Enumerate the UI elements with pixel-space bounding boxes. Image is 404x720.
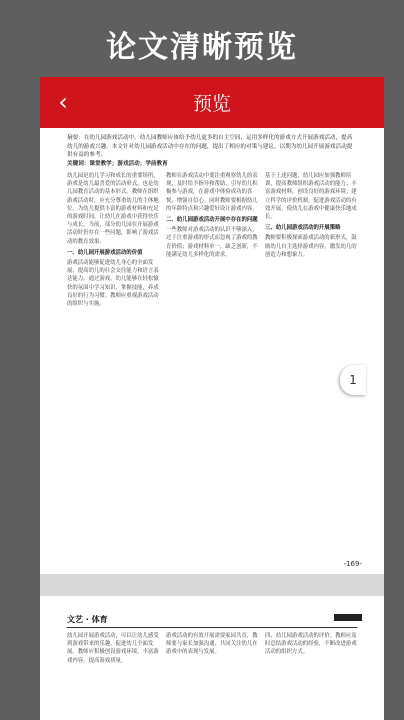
promo-title: 论文清晰预览 — [106, 30, 298, 65]
page-separator — [40, 574, 384, 596]
column-1: 幼儿园开展游戏活动，可以让幼儿感受到游戏带来的乐趣，促进幼儿全面发展。教师应积极创设游戏环境，丰富游戏内容，提高游戏质量。 — [67, 633, 159, 664]
document-page-2 — [40, 596, 384, 720]
section-heading: 二、幼儿园游戏活动开展中存在的问题 — [166, 217, 258, 224]
paragraph: 一些教师对游戏活动的认识不够深入，过于注重游戏的形式而忽视了游戏的教育价值；游戏材料单一，缺乏创新，不能满足幼儿多样化的需求。 — [166, 227, 258, 258]
abstract-text: 摘要：在幼儿园游戏活动中，幼儿园教师应该给予幼儿更多的自主空间，运用多样化的游戏方式开展游戏活动，提高幼儿的游戏兴趣。本文针对幼儿园游戏活动中存在的问题，提出了相应的对策与建议，以期为幼儿园开展游戏活动提供有益的参考。 — [67, 135, 353, 159]
page-title: 预览 — [192, 93, 231, 115]
keywords: 关键词：课堂教学；游戏活动；学前教育 — [67, 160, 168, 167]
paragraph: 基于上述问题，幼儿园应加强教师培训，提高教师组织游戏活动的能力；丰富游戏材料，创设良好的游戏环境；建立科学的评价机制，促进游戏活动的有效开展，使幼儿在游戏中健康快乐地成长。 — [265, 173, 357, 221]
app-bar — [40, 77, 384, 128]
column-3: 四、幼儿园游戏活动的评价。教师应及时总结游戏活动的经验，不断改进游戏活动的组织方式。 — [265, 633, 357, 656]
document-columns — [67, 172, 357, 552]
section-heading: 三、幼儿园游戏活动的开展策略 — [265, 225, 341, 232]
column-3 — [265, 172, 357, 259]
page-indicator-tab[interactable]: 1 — [340, 365, 366, 395]
column-2: 游戏活动的有效开展需要家园共育，教师要与家长加强沟通，共同关注幼儿在游戏中的表现与发展。 — [166, 633, 258, 656]
back-arrow-icon[interactable]: ‹ — [58, 88, 68, 116]
header-rule — [67, 627, 357, 628]
document-page-1 — [40, 128, 384, 574]
paragraph: 教师要积极探索游戏活动的新形式，鼓励幼儿自主选择游戏内容，激发幼儿的创造力和想象力。 — [265, 235, 357, 258]
column-2 — [166, 172, 258, 259]
abstract — [67, 134, 357, 168]
column-1 — [67, 172, 159, 308]
paragraph: 幼儿园是幼儿学习和成长的重要场所，游戏是幼儿最喜爱的活动形式，也是幼儿园教育活动的基本形式。教师在组织游戏活动时，应充分尊重幼儿的主体地位，为幼儿提供丰富的游戏材料和充足的游戏时间，让幼儿在游戏中获得快乐与成长。当前，部分幼儿园在开展游戏活动时仍存在一些问题，影响了游戏活动的教育效果。 — [67, 173, 159, 245]
paragraph: 游戏活动能够促进幼儿身心的全面发展，提高幼儿的社会交往能力和语言表达能力。通过游戏，幼儿能够在轻松愉快的氛围中学习知识、掌握技能，养成良好的行为习惯。教师应重视游戏活动的组织与实施。 — [67, 260, 159, 308]
paragraph: 教师在游戏活动中要注重观察幼儿的表现，及时给予指导和帮助，引导幼儿积极参与游戏，在游戏中体验成功的喜悦，增强自信心。同时教师要根据幼儿的年龄特点和兴趣爱好设计游戏内容。 — [166, 173, 258, 212]
section-heading: 一、幼儿园开展游戏活动的价值 — [67, 249, 143, 256]
page-number: -169- — [343, 560, 362, 568]
phone-screen — [40, 77, 384, 720]
page-header: 文艺 · 体育 — [67, 615, 108, 624]
journal-stamp — [334, 614, 362, 621]
background-strip — [384, 77, 404, 720]
document-columns — [67, 632, 357, 720]
